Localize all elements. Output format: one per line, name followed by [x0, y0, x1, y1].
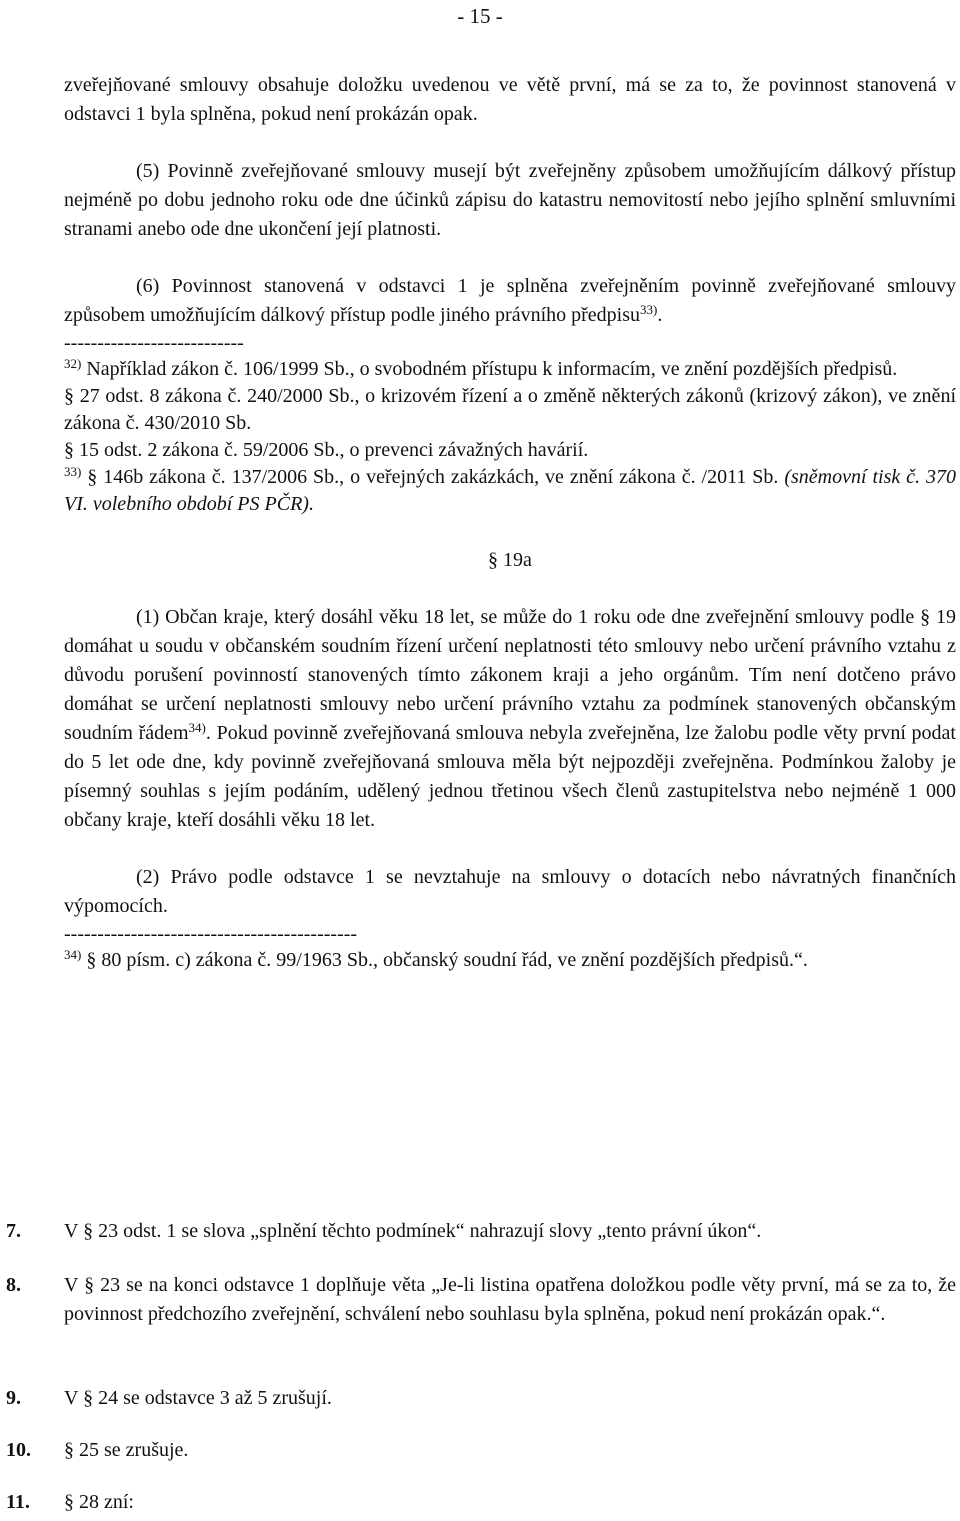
footnote-33 [64, 464, 956, 518]
footnote-separator-2: -------------------------------------------- [64, 923, 358, 945]
footnote-33-italic: (sněmovní tisk č. 370 VI. volebního období PS PČR). [64, 466, 956, 515]
amendment-9 [6, 1384, 956, 1413]
paragraph-6-text: (6) Povinnost stanovená v odstavci 1 je splněna zveřejněním povinně zveřejňované smlouvy způsobem umožňujícím dálkový přístup podle jiného právního předpisu [64, 275, 956, 326]
footnote-ref-34: 34) [188, 720, 206, 735]
paragraph-6 [64, 272, 956, 330]
document-body [64, 71, 956, 974]
footnote-32 [64, 356, 956, 383]
amendment-text: V § 24 se odstavce 3 až 5 zrušují. [64, 1387, 332, 1409]
footnote-34-mark: 34) [64, 947, 82, 962]
paragraph-19a-2: (2) Právo podle odstavce 1 se nevztahuje na smlouvy o dotacích nebo návratných finančních výpomocích. [64, 866, 956, 917]
footnote-32-line1: Například zákon č. 106/1999 Sb., o svobodném přístupu k informacím, ve znění pozdějších předpisů. [86, 358, 898, 380]
paragraph-19a-1 [64, 603, 956, 835]
intro-paragraph: zveřejňované smlouvy obsahuje doložku uvedenou ve větě první, má se za to, že povinnost stanovená v odstavci 1 byla splněna, pokud není prokázán opak. [64, 74, 956, 125]
amendment-number: 8. [6, 1274, 21, 1296]
amendment-number: 7. [6, 1220, 21, 1242]
amendment-10 [6, 1436, 956, 1465]
amendment-number: 9. [6, 1387, 21, 1409]
amendment-text: § 28 zní: [64, 1491, 134, 1513]
amendment-number: 11. [6, 1491, 30, 1513]
footnote-32-line2: § 27 odst. 8 zákona č. 240/2000 Sb., o krizovém řízení a o změně některých zákonů (krizový zákon), ve znění zákona č. 430/2010 Sb. [64, 385, 956, 434]
footnote-32-mark: 32) [64, 356, 82, 371]
footnote-33-mark: 33) [64, 464, 82, 479]
paragraph-6-end: . [657, 304, 663, 326]
amendment-text: V § 23 odst. 1 se slova „splnění těchto podmínek“ nahrazují slovy „tento právní úkon“. [64, 1220, 762, 1242]
section-heading-19a: § 19a [488, 549, 532, 571]
paragraph-5: (5) Povinně zveřejňované smlouvy musejí být zveřejněny způsobem umožňujícím dálkový přístup nejméně po dobu jednoho roku ode dne účinků zápisu do katastru nemovitostí nebo jejího splnění smluvními stranami anebo ode dne ukončení její platnosti. [64, 160, 956, 240]
amendment-text: V § 23 se na konci odstavce 1 doplňuje věta „Je-li listina opatřena doložkou podle věty první, má se za to, že povinnost předchozího zveřejnění, schválení nebo souhlasu byla splněna, pokud není prokázán opak.“. [64, 1274, 956, 1325]
paragraph-19a-1-text: (1) Občan kraje, který dosáhl věku 18 let, se může do 1 roku ode dne zveřejnění smlouvy podle § 19 domáhat u soudu v občanském soudním řízení určení neplatnosti této smlouvy nebo určení právního vztahu z důvodu porušení povinností stanovených tímto zákonem kraji a jeho orgánům. Tím není dotčeno právo domáhat se určení neplatnosti smlouvy nebo určení právního vztahu za podmínek stanovených občanským soudním řádem [64, 606, 956, 744]
paragraph-19a-1-text2: . Pokud povinně zveřejňovaná smlouva nebyla zveřejněna, lze žalobu podle věty první podat do 5 let ode dne, kdy povinně zveřejňovaná smlouva měla být nejpozději zveřejněna. Podmínkou žaloby je písemný souhlas s jejím podáním, udělený jednou třetinou všech členů zastupitelstva nebo nejméně 1 000 občany kraje, kteří dosáhli věku 18 let. [64, 722, 956, 831]
amendment-text: § 25 se zrušuje. [64, 1439, 189, 1461]
amendment-7 [6, 1217, 956, 1246]
amendment-11 [6, 1488, 956, 1517]
amendment-8 [6, 1271, 956, 1329]
footnote-34-text: § 80 písm. c) zákona č. 99/1963 Sb., občanský soudní řád, ve znění pozdějších předpisů.“. [86, 949, 808, 971]
footnote-separator-1: --------------------------- [64, 332, 244, 354]
footnote-33-text: § 146b zákona č. 137/2006 Sb., o veřejných zakázkách, ve znění zákona č. /2011 Sb. [87, 466, 785, 488]
page-number: - 15 - [457, 4, 503, 28]
footnote-ref-33: 33) [640, 302, 658, 317]
amendment-number: 10. [6, 1439, 31, 1461]
footnote-32-line3: § 15 odst. 2 zákona č. 59/2006 Sb., o prevenci závažných havárií. [64, 439, 589, 461]
footnote-34 [64, 947, 956, 974]
